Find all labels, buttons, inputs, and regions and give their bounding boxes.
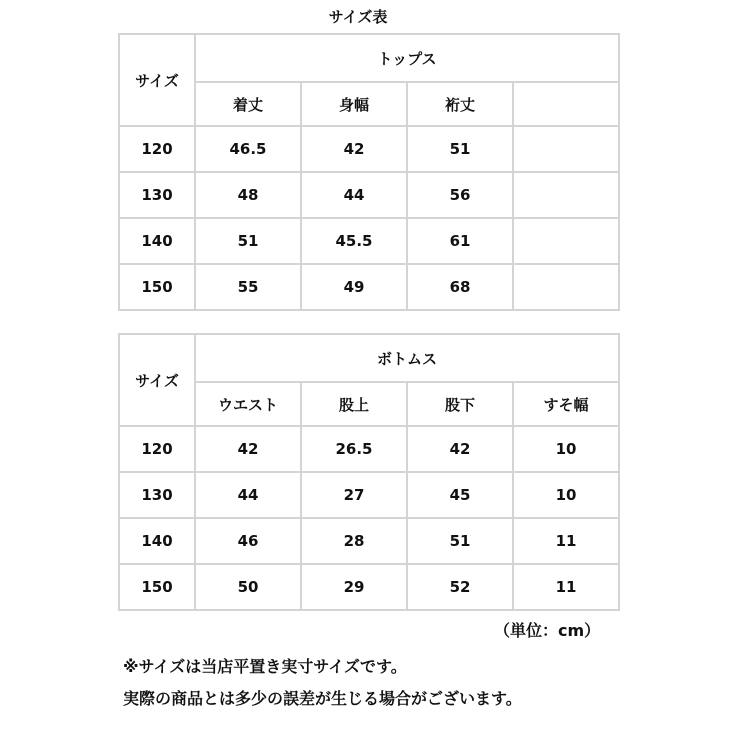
table-row (119, 426, 619, 472)
column-header (513, 82, 619, 126)
value-cell (513, 126, 619, 172)
table-row (119, 264, 619, 310)
table-row (119, 218, 619, 264)
value-cell: 50 (195, 564, 301, 610)
value-cell: 11 (513, 564, 619, 610)
value-cell (513, 218, 619, 264)
note-line: ※サイズは当店平置き実寸サイズです。 (123, 657, 407, 676)
value-cell: 45.5 (301, 218, 407, 264)
value-cell: 68 (407, 264, 513, 310)
value-cell: 55 (195, 264, 301, 310)
value-cell: 42 (301, 126, 407, 172)
value-cell: 27 (301, 472, 407, 518)
value-cell: 56 (407, 172, 513, 218)
column-header: 股下 (407, 382, 513, 426)
column-header: 身幅 (301, 82, 407, 126)
value-cell: 26.5 (301, 426, 407, 472)
value-cell: 11 (513, 518, 619, 564)
column-header: すそ幅 (513, 382, 619, 426)
value-cell (513, 172, 619, 218)
column-header: 裄丈 (407, 82, 513, 126)
size-cell: 150 (119, 564, 195, 610)
value-cell: 46.5 (195, 126, 301, 172)
column-header: 着丈 (195, 82, 301, 126)
size-cell: 130 (119, 472, 195, 518)
value-cell: 28 (301, 518, 407, 564)
size-header: サイズ (119, 334, 195, 426)
size-cell: 130 (119, 172, 195, 218)
bottoms-group-header: ボトムス (195, 334, 619, 382)
value-cell: 10 (513, 472, 619, 518)
value-cell: 46 (195, 518, 301, 564)
table-row (119, 472, 619, 518)
value-cell: 51 (407, 126, 513, 172)
tops-group-header: トップス (195, 34, 619, 82)
value-cell: 29 (301, 564, 407, 610)
value-cell: 51 (195, 218, 301, 264)
bottoms-size-table (118, 333, 620, 611)
size-cell: 150 (119, 264, 195, 310)
value-cell: 61 (407, 218, 513, 264)
value-cell: 52 (407, 564, 513, 610)
page-title: サイズ表 (328, 8, 388, 26)
value-cell: 44 (195, 472, 301, 518)
size-cell: 120 (119, 426, 195, 472)
unit-label: （単位：cm） (494, 621, 601, 640)
value-cell (513, 264, 619, 310)
value-cell: 10 (513, 426, 619, 472)
size-cell: 120 (119, 126, 195, 172)
value-cell: 49 (301, 264, 407, 310)
size-cell: 140 (119, 218, 195, 264)
value-cell: 45 (407, 472, 513, 518)
tops-size-table (118, 33, 620, 311)
table-row (119, 564, 619, 610)
value-cell: 51 (407, 518, 513, 564)
table-row (119, 518, 619, 564)
size-header: サイズ (119, 34, 195, 126)
value-cell: 48 (195, 172, 301, 218)
note-line: 実際の商品とは多少の誤差が生じる場合がございます。 (123, 689, 522, 708)
table-row (119, 126, 619, 172)
table-row (119, 172, 619, 218)
size-cell: 140 (119, 518, 195, 564)
value-cell: 42 (407, 426, 513, 472)
column-header: 股上 (301, 382, 407, 426)
column-header: ウエスト (195, 382, 301, 426)
value-cell: 44 (301, 172, 407, 218)
value-cell: 42 (195, 426, 301, 472)
